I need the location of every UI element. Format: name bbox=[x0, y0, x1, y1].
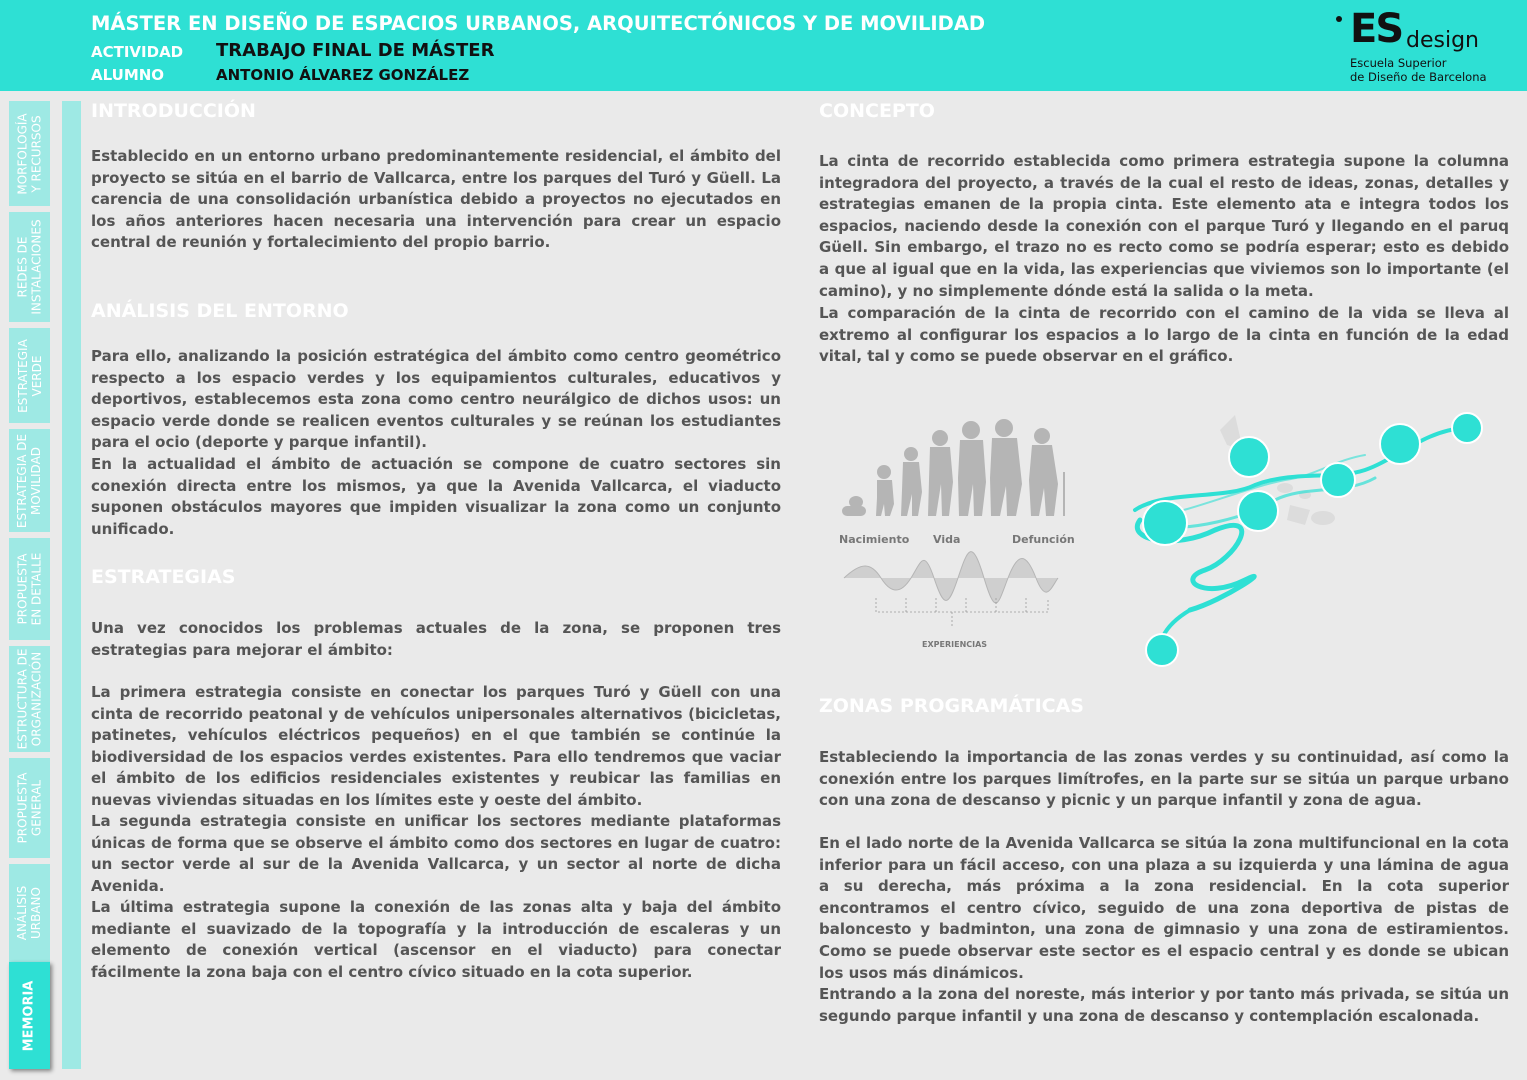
paragraph-zonas-3: Entrando a la zona del noreste, más interior y por tanto más privada, se sitúa un segundo parque infantil y una zona de descanso y contemplación escalonada. bbox=[819, 985, 1509, 1025]
logo-line2: de Diseño de Barcelona bbox=[1350, 70, 1487, 84]
node-icon bbox=[1380, 424, 1420, 464]
esdesign-logo bbox=[1336, 8, 1506, 86]
logo-line1: Escuela Superior bbox=[1350, 56, 1447, 70]
tab-label: ESTRATEGIA VERDE bbox=[15, 338, 44, 413]
node-icon bbox=[1143, 501, 1187, 545]
tab-estrategia-verde[interactable] bbox=[9, 328, 50, 423]
ribbon-path bbox=[1135, 428, 1465, 650]
section-title-analisis: ANÁLISIS DEL ENTORNO bbox=[91, 300, 349, 322]
paragraph-concepto-2: La comparación de la cinta de recorrido con el camino de la vida se lleva al extremo al configurar los espacios a lo largo de la cinta en función de la edad vital, tal y como se puede observar en el gráfico. bbox=[819, 304, 1509, 366]
tab-estrategia-movilidad[interactable] bbox=[9, 429, 50, 532]
tab-label: PROPUESTA GENERAL bbox=[15, 772, 44, 844]
label-nacimiento: Nacimiento bbox=[839, 533, 910, 546]
sidebar-tabs bbox=[9, 101, 52, 1076]
label-experiencias: EXPERIENCIAS bbox=[922, 640, 988, 649]
label-vida: Vida bbox=[933, 533, 961, 546]
tab-label: MEMORIA bbox=[21, 980, 37, 1051]
node-icon bbox=[1321, 463, 1355, 497]
tab-memoria[interactable] bbox=[9, 962, 50, 1069]
tab-label: ESTRATEGIA DE MOVILIDAD bbox=[15, 433, 44, 528]
paragraph-zonas-2: En el lado norte de la Avenida Vallcarca se sitúa la zona multifuncional en la cota inferior para un fácil acceso, con una plaza a su izquierda y una lámina de agua a su derecha, más próxima a la zona residencial. En la cota superior encontramos el centro cívico, seguido de una zona deportiva de pistas de baloncesto y badminton, una zona de gimnasio y una zona de estiramientos. Como se puede observar este sector es el espacio central y es donde se ubican los usos más dinámicos. bbox=[819, 834, 1509, 982]
section-title-introduccion: INTRODUCCIÓN bbox=[91, 100, 256, 122]
node-icon bbox=[1146, 634, 1178, 666]
human-evolution-figures-icon bbox=[842, 419, 1065, 516]
student-value: ANTONIO ÁLVAREZ GONZÁLEZ bbox=[216, 66, 470, 84]
paragraph-estrategias-4: La última estrategia supone la conexión de las zonas alta y baja del ámbito mediante el suavizado de la topografía y la introducción de escaleras y un elemento de conexión vertical (ascensor en el viaducto) para conectar fácilmente la zona baja con el centro cívico situado en la cota superior. bbox=[91, 898, 781, 981]
page-title: MÁSTER EN DISEÑO DE ESPACIOS URBANOS, ARQUITECTÓNICOS Y DE MOVILIDAD bbox=[91, 12, 986, 35]
activity-label: ACTIVIDAD bbox=[91, 43, 184, 61]
tab-label: ANÁLISIS URBANO bbox=[15, 885, 44, 941]
logo-design: design bbox=[1406, 28, 1479, 53]
tab-propuesta-general[interactable] bbox=[9, 758, 50, 858]
tab-redes[interactable] bbox=[9, 212, 50, 322]
activity-value: TRABAJO FINAL DE MÁSTER bbox=[216, 40, 495, 61]
paragraph-estrategias-2: La primera estrategia consiste en conectar los parques Turó y Güell con una cinta de recorrido peatonal y de vehículos unipersonales alternativos (bicicletas, patinetes, vehículos eléctricos pequeños) en el que también se continúe la biodiversidad de los espacios verdes existentes. Para ello tendremos que vaciar el ámbito de los edificios residenciales existentes y reubicar las familias en nuevas viviendas situadas en los límites este y oeste del ámbito. bbox=[91, 683, 781, 809]
tab-estructura[interactable] bbox=[9, 646, 50, 752]
life-evolution-graphic bbox=[836, 412, 1076, 657]
header-bar bbox=[0, 0, 1527, 91]
student-label: ALUMNO bbox=[91, 66, 165, 84]
node-icon bbox=[1238, 491, 1278, 531]
sidebar-strip bbox=[62, 101, 81, 1069]
paragraph-analisis-2: En la actualidad el ámbito de actuación se compone de cuatro sectores sin conexión directa entre los mismos, ya que la Avenida Vallcarca, el viaducto suponen obstáculos mayores que impiden visualizar la zona como un conjunto unificado. bbox=[91, 455, 781, 538]
paragraph-zonas-1: Estableciendo la importancia de las zonas verdes y su continuidad, así como la conexión entre los parques limítrofes, en la parte sur se sitúa un parque urbano con una zona de descanso y picnic y un parque infantil y zona de agua. bbox=[819, 748, 1509, 810]
experience-wave bbox=[844, 552, 1058, 603]
section-title-estrategias: ESTRATEGIAS bbox=[91, 566, 236, 588]
paragraph-concepto-1: La cinta de recorrido establecida como primera estrategia supone la columna integradora del proyecto, a través de la cual el resto de ideas, zonas, detalles y estrategias emanen de la propia cinta. Este elemento ata e integra todos los espacios, naciendo desde la conexión con el parque Turó y llegando en el paruq Güell. Sin embargo, el trazo no es recto como se podría esperar; esto es debido a que al igual que en la vida, las experiencias que viviemos son lo importante (el camino), y no simplemente dónde está la salida o la meta. bbox=[819, 152, 1509, 300]
tab-propuesta-detalle[interactable] bbox=[9, 538, 50, 640]
paragraph-estrategias-1: Una vez conocidos los problemas actuales de la zona, se proponen tres estrategias para mejorar el ámbito: bbox=[91, 619, 781, 659]
label-defuncion: Defunción bbox=[1012, 533, 1075, 546]
paragraph-analisis-1: Para ello, analizando la posición estratégica del ámbito como centro geométrico respecto a los espacio verdes y los equipamientos culturales, educativos y deportivos, establecemos esta zona como centro neurálgico de dichos usos: un espacio verde donde se realicen eventos culturales y se reúnan los estudiantes para el ocio (deporte y parque infantil). bbox=[91, 347, 781, 452]
tab-morfologia[interactable] bbox=[9, 101, 50, 206]
section-title-zonas: ZONAS PROGRAMÁTICAS bbox=[819, 695, 1084, 717]
node-icon bbox=[1229, 437, 1269, 477]
paragraph-introduccion: Establecido en un entorno urbano predominantemente residencial, el ámbito del proyecto se sitúa en el barrio de Vallcarca, entre los parques del Turó y Güell. La carencia de una consolidación urbanística debido a proyectos no ejecutados en los años anteriores hacen necesaria una intervención para crear un espacio central de reunión y fortalecimiento del propio barrio. bbox=[91, 147, 781, 252]
tab-label: PROPUESTA EN DETALLE bbox=[15, 552, 44, 626]
tab-label: MORFOLOGÍA Y RECURSOS bbox=[15, 112, 44, 195]
tab-analisis-urbano[interactable] bbox=[9, 864, 50, 962]
experience-brackets bbox=[876, 598, 1048, 626]
section-title-concepto: CONCEPTO bbox=[819, 100, 935, 122]
logo-dot-icon bbox=[1336, 16, 1342, 22]
tab-label: ESTRUCTURA DE ORGANIZACIÓN bbox=[15, 648, 44, 750]
paragraph-estrategias-3: La segunda estrategia consiste en unificar los sectores mediante plataformas únicas de forma que se observe el ámbito como dos sectores en lugar de cuatro: un sector verde al sur de la Avenida Vallcarca, y un sector al norte de dicha Avenida. bbox=[91, 812, 781, 895]
logo-es: ES bbox=[1350, 6, 1403, 52]
tab-label: REDES DE INSTALACIONES bbox=[15, 219, 44, 315]
node-icon bbox=[1452, 413, 1482, 443]
ribbon-path-graphic bbox=[1105, 400, 1505, 670]
